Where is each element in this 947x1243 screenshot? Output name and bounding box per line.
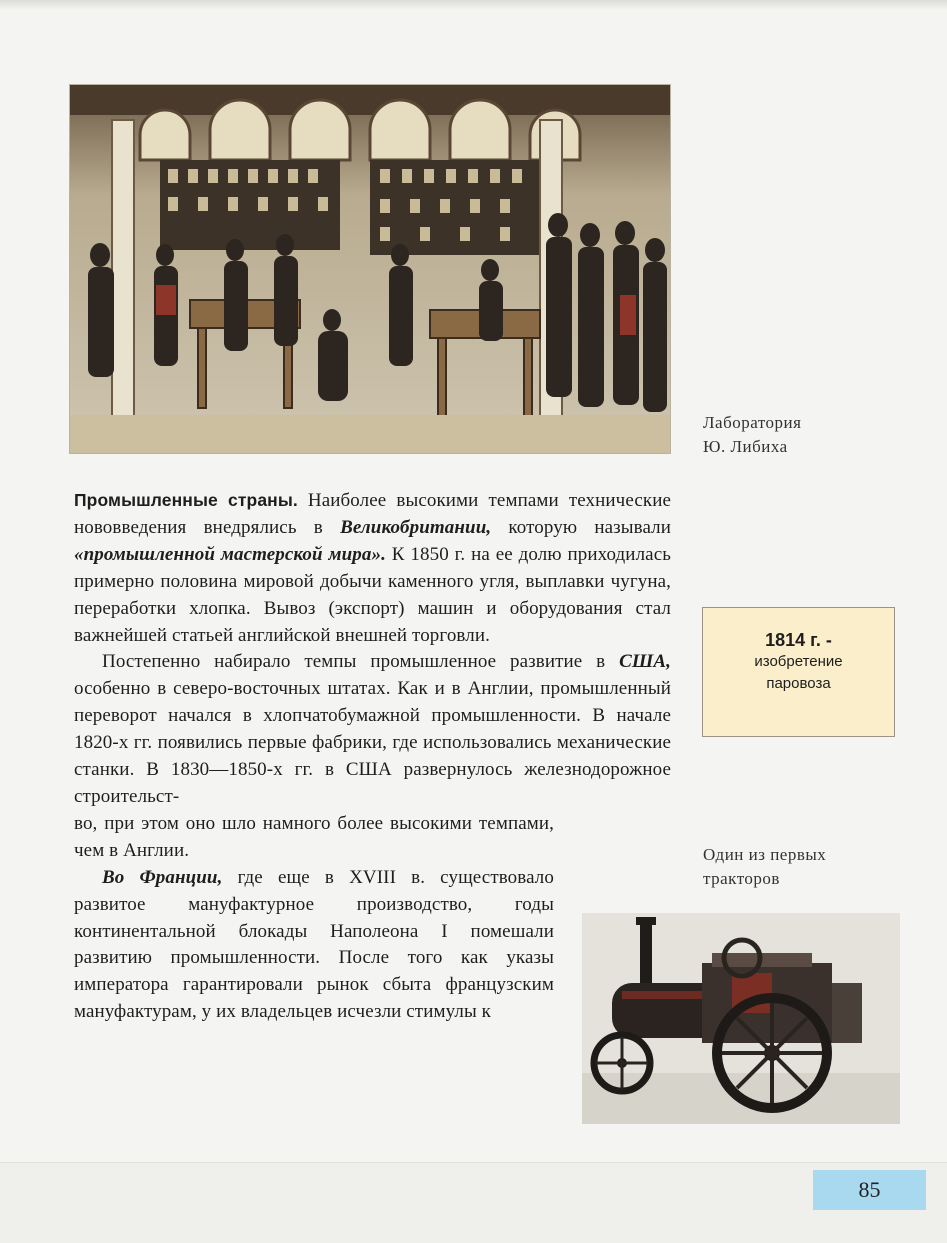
paragraph-industrial-countries [74, 487, 671, 649]
date-box [702, 607, 895, 737]
date-box-desc-line: изобретение [754, 653, 843, 670]
caption-line: Ю. Либиха [703, 437, 788, 456]
text-run: которую называли [491, 516, 671, 538]
page-number: 85 [813, 1170, 926, 1210]
date-box-year: 1814 г. - [765, 630, 832, 650]
paragraph-usa [74, 649, 671, 810]
tractor-photo-caption [703, 843, 826, 891]
text-run: Наиболее высокими темпами технические нововведения внедрялись в [74, 490, 672, 538]
paragraph-france [74, 865, 554, 1026]
page-bottom-edge [0, 1162, 947, 1243]
page-top-edge [0, 0, 947, 10]
emphasis-france: Во Франции, [102, 866, 223, 888]
text-run: Постепенно набирало темпы промышленное развитие в [102, 651, 620, 673]
emphasis-great-britain: Великобритании, [340, 516, 492, 538]
emphasis-workshop-of-world: «промышленной мастерской мира». [74, 543, 386, 565]
emphasis-usa: США, [619, 651, 671, 673]
lab-illustration [70, 85, 670, 453]
text-run: особенно в северо-восточных штатах. Как и в Англии, промышленный переворот начался в хлопчатобумажной промышленности. В начале 1820-х гг. появились первые фабрики, где использовались механические станки. В 1830—1850-х гг. в США развернулось железнодорожное строительст- [74, 678, 671, 807]
date-box-desc-line: паровоза [766, 675, 831, 692]
section-heading: Промышленные страны. [74, 490, 298, 510]
caption-line: тракторов [703, 869, 780, 888]
text-run: где еще в XVIII в. существовало развитое мануфактурное производство, годы континентальной блокады Наполеона I помешали развитию промышленности. После того как указы императора гарантировали рынок сбыта французским мануфактурам, у их владельцев исчезли стимулы к [74, 866, 554, 1023]
lab-illustration-caption [703, 411, 801, 459]
paragraph-usa-continued [74, 811, 554, 865]
text-run: К 1850 г. на ее долю приходилась примерно половина мировой добычи каменного угля, выплавки чугуна, переработки хлопка. Вывоз (экспорт) машин и оборудования стал важнейшей статьей английской внешней торговли. [74, 543, 671, 646]
tractor-photo [582, 913, 900, 1124]
caption-line: Один из первых [703, 845, 827, 864]
text-run: во, при этом оно шло намного более высокими темпами, чем в Англии. [74, 812, 554, 861]
caption-line: Лаборатория [703, 413, 802, 432]
